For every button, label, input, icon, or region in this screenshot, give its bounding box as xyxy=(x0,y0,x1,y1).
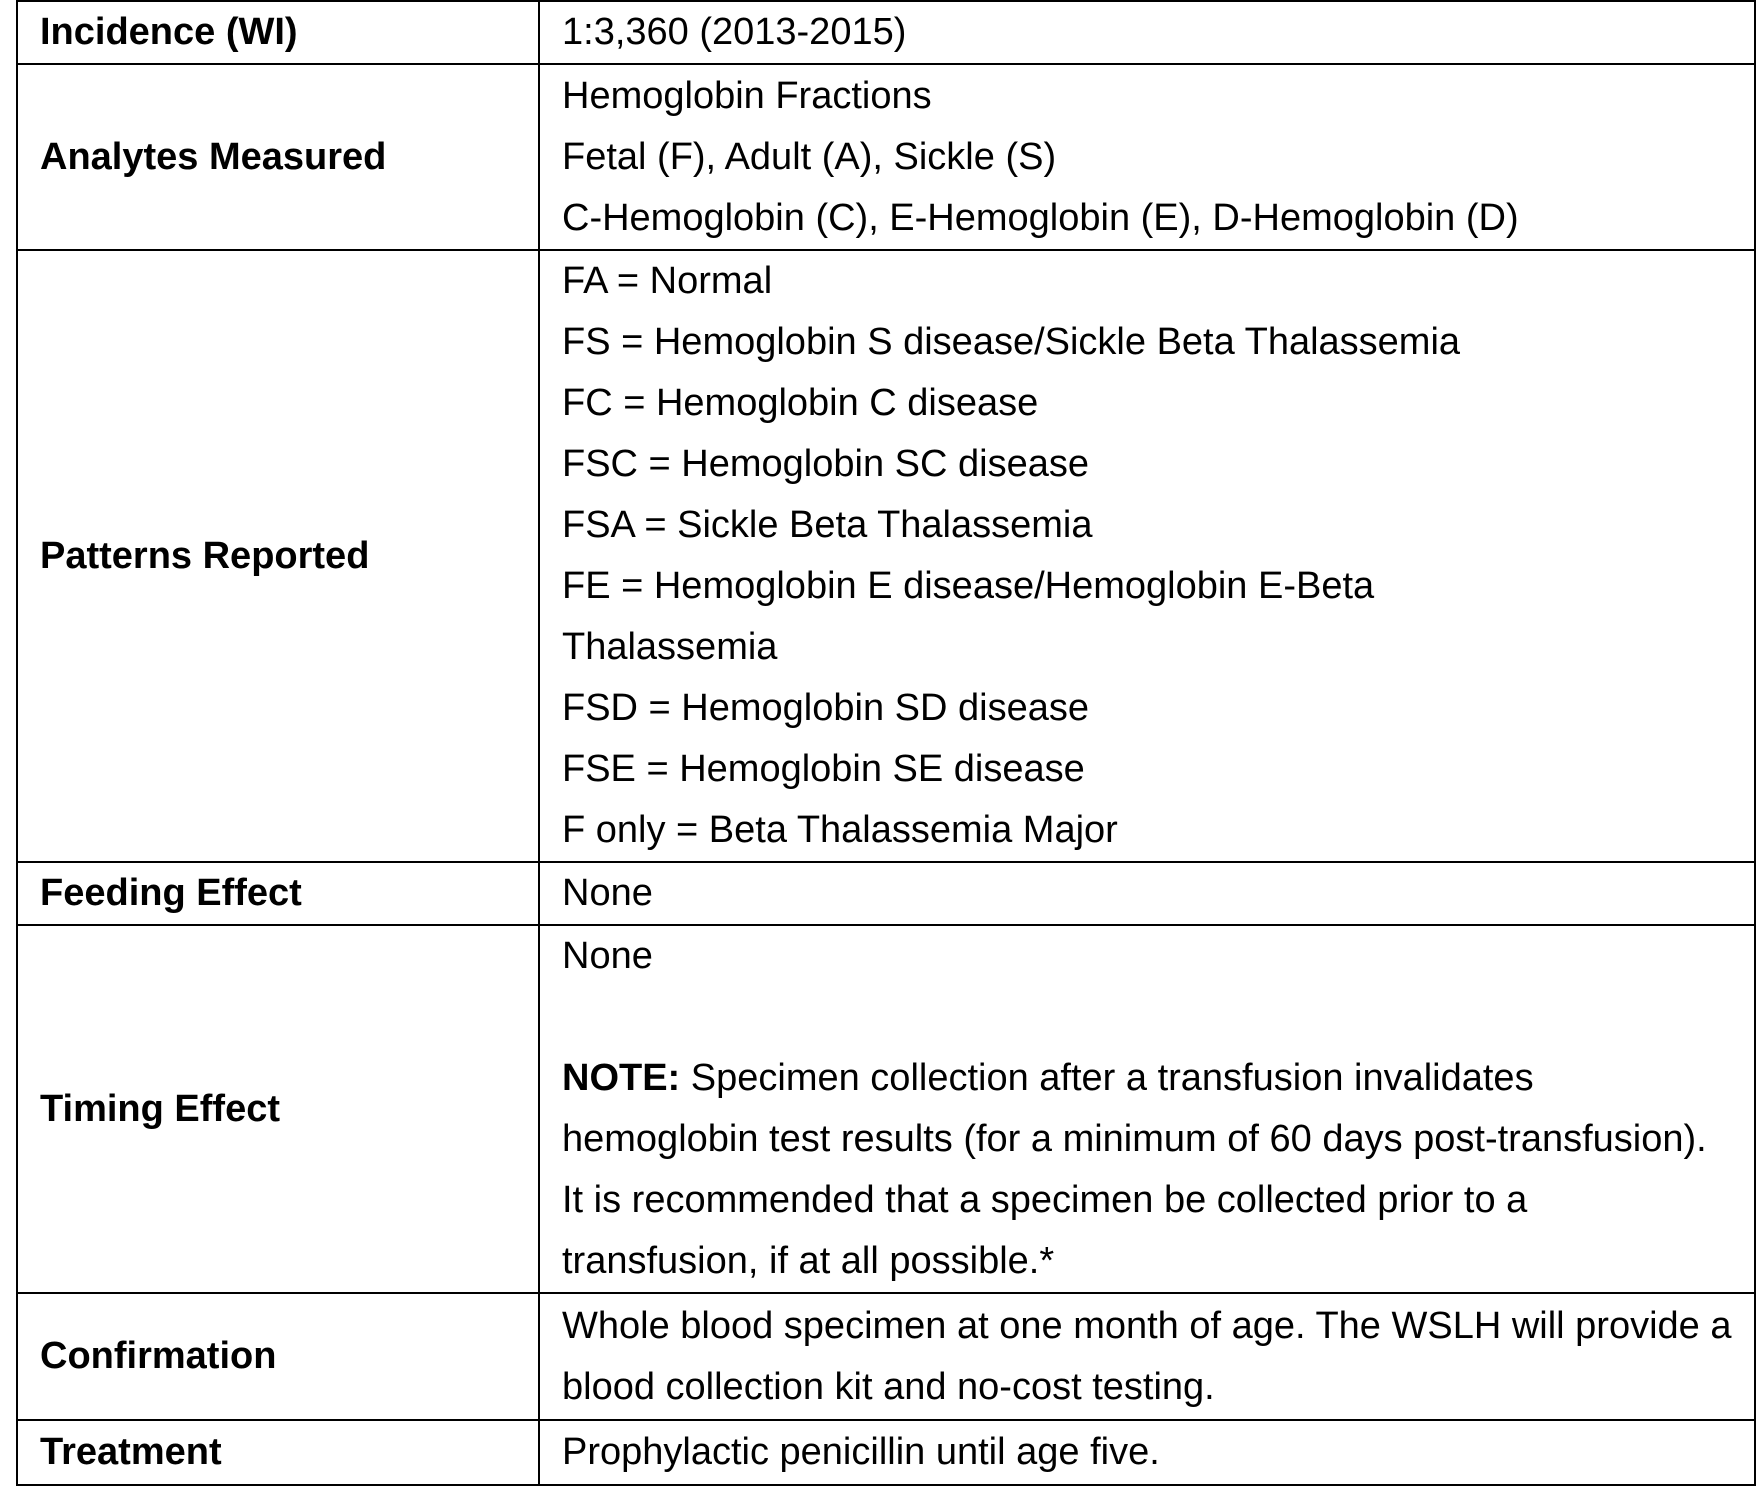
pattern-line: FA = Normal xyxy=(562,260,773,302)
incidence-label: Incidence (WI) xyxy=(17,1,539,64)
confirmation-value: Whole blood specimen at one month of age. The WSLH will provide a blood collection kit and no-cost testing. xyxy=(539,1293,1755,1420)
analytes-value xyxy=(539,64,1755,250)
analytes-line: Fetal (F), Adult (A), Sickle (S) xyxy=(562,135,1057,178)
feeding-value: None xyxy=(539,862,1755,925)
table-row xyxy=(17,862,1755,925)
table-row xyxy=(17,64,1755,250)
timing-main-value: None xyxy=(562,935,653,977)
note-label: NOTE: xyxy=(562,1057,681,1099)
pattern-line: Thalassemia xyxy=(562,626,778,668)
pattern-line: FE = Hemoglobin E disease/Hemoglobin E-Beta xyxy=(562,565,1375,607)
pattern-line: FSC = Hemoglobin SC disease xyxy=(562,443,1089,485)
analytes-line: C-Hemoglobin (C), E-Hemoglobin (E), D-Hemoglobin (D) xyxy=(562,196,1519,239)
note-text: Specimen collection after a transfusion invalidates hemoglobin test results (for a minimum of 60 days post-transfusion). It is recommended that a specimen be collected prior to a transfusion, if at all possible.* xyxy=(562,1057,1707,1282)
patterns-value xyxy=(539,250,1755,862)
treatment-value: Prophylactic penicillin until age five. xyxy=(539,1420,1755,1485)
analytes-line: Hemoglobin Fractions xyxy=(562,74,932,117)
treatment-label: Treatment xyxy=(17,1420,539,1485)
pattern-line: F only = Beta Thalassemia Major xyxy=(562,809,1118,851)
hemoglobin-info-table xyxy=(16,0,1756,1486)
feeding-label: Feeding Effect xyxy=(17,862,539,925)
pattern-line: FS = Hemoglobin S disease/Sickle Beta Thalassemia xyxy=(562,321,1461,363)
table-row xyxy=(17,1420,1755,1485)
table-row xyxy=(17,1,1755,64)
analytes-label: Analytes Measured xyxy=(17,64,539,250)
incidence-value: 1:3,360 (2013-2015) xyxy=(539,1,1755,64)
pattern-line: FSE = Hemoglobin SE disease xyxy=(562,748,1085,790)
patterns-label: Patterns Reported xyxy=(17,250,539,862)
timing-note xyxy=(562,1048,1734,1292)
pattern-line: FC = Hemoglobin C disease xyxy=(562,382,1039,424)
confirmation-label: Confirmation xyxy=(17,1293,539,1420)
table-row xyxy=(17,925,1755,1293)
pattern-line: FSD = Hemoglobin SD disease xyxy=(562,687,1089,729)
timing-label: Timing Effect xyxy=(17,925,539,1293)
pattern-line: FSA = Sickle Beta Thalassemia xyxy=(562,504,1093,546)
table-row xyxy=(17,1293,1755,1420)
table-row xyxy=(17,250,1755,862)
spacer xyxy=(562,987,1734,1048)
timing-value xyxy=(539,925,1755,1293)
